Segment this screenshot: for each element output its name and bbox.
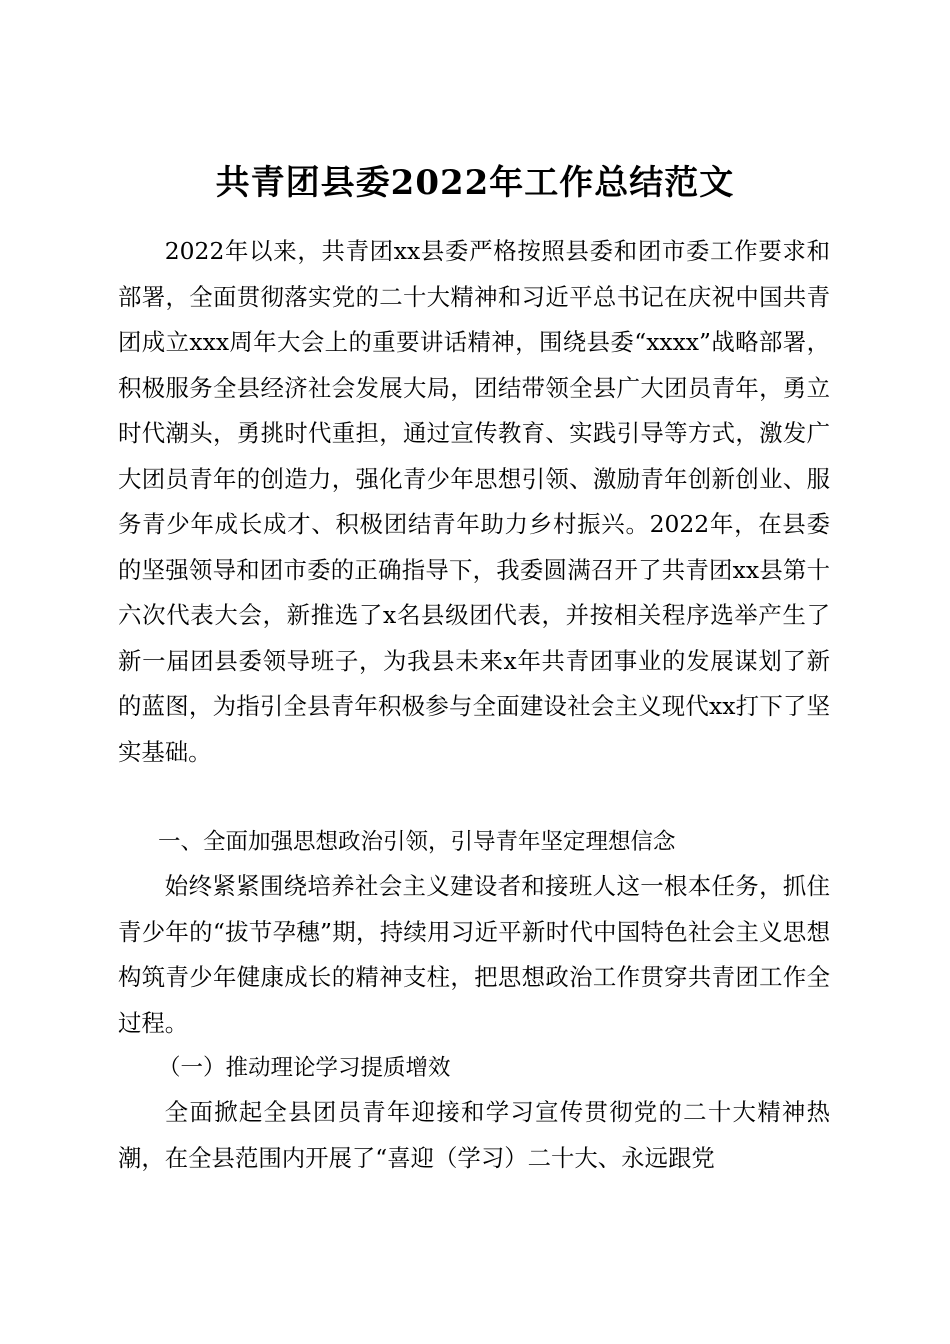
subsection-heading: （一）推动理论学习提质增效 — [158, 1055, 451, 1081]
subsection-paragraph: 全面掀起全县团员青年迎接和学习宣传贯彻党的二十大精神热潮，在全县范围内开展了“喜迎（学习）二十大、永远跟党 — [118, 1098, 830, 1172]
section-paragraph: 始终紧紧围绕培养社会主义建设者和接班人这一根本任务，抓住青少年的“拔节孕穗”期，持续用习近平新时代中国特色社会主义思想构筑青少年健康成长的精神支柱，把思想政治工作贯穿共青团工作全过程。 — [118, 872, 830, 1037]
intro-paragraph: 2022年以来，共青团xx县委严格按照县委和团市委工作要求和部署，全面贯彻落实党的二十大精神和习近平总书记在庆祝中国共青团成立xxx周年大会上的重要讲话精神，围绕县委“xxxx”战略部署，积极服务全县经济社会发展大局，团结带领全县广大团员青年，勇立时代潮头，勇挑时代重担，通过宣传教育、实践引导等方式，激发广大团员青年的创造力，强化青少年思想引领、激励青年创新创业、服务青少年成长成才、积极团结青年助力乡村振兴。2022年，在县委的坚强领导和团市委的正确指导下，我委圆满召开了共青团xx县第十六次代表大会，新推选了x名县级团代表，并按相关程序选举产生了新一届团县委领导班子，为我县未来x年共青团事业的发展谋划了新的蓝图，为指引全县青年积极参与全面建设社会主义现代xx打下了坚实基础。 — [118, 237, 830, 766]
section-heading: 一、全面加强思想政治引领，引导青年坚定理想信念 — [158, 829, 676, 855]
document-title: 共青团县委2022年工作总结范文 — [215, 162, 735, 203]
